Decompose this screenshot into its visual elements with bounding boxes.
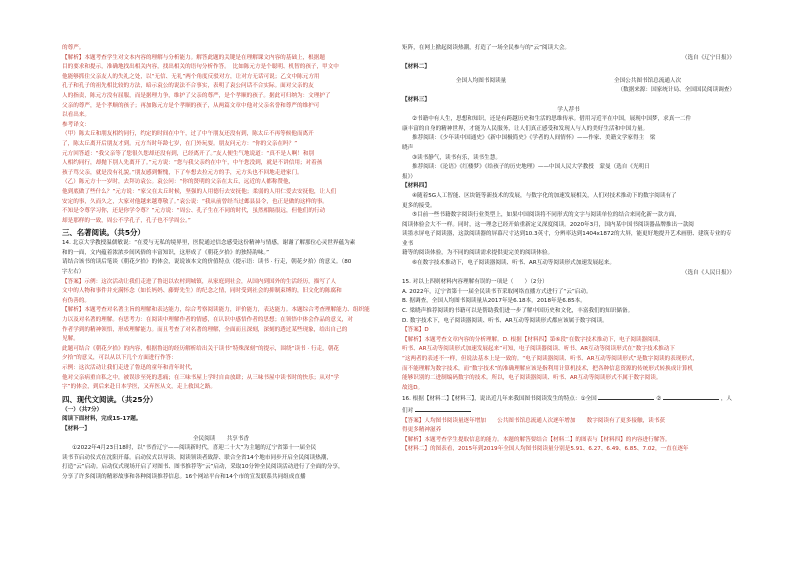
- option-a: A. 2022年，辽宁省第十一届全民读书节采取网络直播方式进行了“云”启动。: [402, 288, 592, 295]
- option-b: B. 据调查，全国人均图书阅读量从2017年是6.18本，2018年是6.85本。: [402, 298, 586, 305]
- translation-text: 安定的事，久而久之，大家对他越来越尊敬了。”袁公说：“我从前曾经当过邺县县令，也正是做的这样的事。: [62, 198, 328, 205]
- analysis-text: 【解析】本题考查学生对文本内容的理解与分析能力。解答此题的关键是在理解课文内容的基础上，根据题: [62, 54, 325, 61]
- question-15: 15. 对以上四则材料内容理解有误的一项是（ ）（2分）: [402, 279, 548, 286]
- analysis-text: 孔子和孔子的祖先相比较的方法，暗示袁公的说法不合事实，表明了袁公问话不合实际。面对父亲的友: [62, 83, 314, 90]
- option-d: D. 数字技术下，电子阅读器阅读、听书、AR互动等阅读形式都应该属于数字阅读。: [402, 317, 608, 324]
- article-text: 打造“云”启动。启动仪式现场开启了对图书、图书推荐等“云”启动，采取10分钟全民阅读活动进行了全面的分享，: [62, 464, 344, 471]
- analysis-text: ”这两者的表述不一样，但说法基本上是一致的。“电子阅读器阅读、听书、AR互动等阅读形式”是数字阅读的表现形式，: [402, 356, 699, 362]
- left-column: [62, 44, 380, 483]
- translation-text: 人相约同行，却抛下别人先离开了。”元方说：“您与我父亲约在中午，中午您没到，就是不讲信用；对着孩: [62, 160, 323, 167]
- material-label-4: 【材料四】: [402, 183, 430, 190]
- answer-blank-1: [598, 393, 654, 400]
- section-heading-4: 四、现代文阅读。（共25分）: [62, 394, 158, 404]
- question-14: 字左右）: [62, 269, 85, 276]
- translation-text: 孩子骂父亲，就是没有礼貌。”朋友感到惭愧，下了车想去拉元方的手，元方头也不回地走进家门。: [62, 169, 303, 176]
- analysis-text: 能够识别的二进制编码数字的技术。所以，电子阅读器阅读、听书、AR互动等阅读形式不属于数字阅读。: [402, 375, 662, 382]
- article-text: 矩阵，在网上掀起阅读热潮，打造了一场全民参与的“云”阅读大会。: [402, 45, 571, 51]
- answer-15: 【答案】D: [402, 327, 429, 334]
- article-text: ⑤目前一些书籍数字阅读行业类型上，如果中国阅读将不同形式的文字与阅读单位的结合来同化新一款方面，: [412, 212, 680, 219]
- answer-16: 得更多精神滋养: [402, 427, 442, 434]
- analysis-text: 【解析】本题考查学生提取信息的能力。本题的解答要结合【材料二】的图表与【材料四】的内容进行解答。: [402, 436, 671, 443]
- option-c: C. 梁晓声推荐阅读的书籍可以是帮助我们进一步了解中国历史和文化，丰富我们的知识储备。: [402, 308, 634, 315]
- answer-text: 有伪善的。: [62, 297, 90, 304]
- source-note: （选自《辽宁日报》）: [681, 54, 735, 61]
- analysis-text: 【解析】本题考查文章内容的分析理解。D. 根据【材料四】第⑥段“在数字技术推动下，电子阅读器阅读、: [402, 336, 664, 343]
- translation-heading: 参考译文：: [62, 121, 90, 128]
- analysis-text: 而不能理解为数字技术，而“数字技术”的准确理解应该是指利用计算机技术，把各种信息资源的传统形式转换成计算机: [402, 365, 694, 372]
- translation-text: 他到底做了些什么？”元方说：“家父在太丘时候，坚强的人用德行去安抚他；柔弱的人用仁爱去安抚他，让人们: [62, 188, 337, 195]
- answer-text: 文中的人物和事件并充满怀念（如长妈妈、藤野先生）的纪念之情，同时受到社会的抑制束缚的，旧文化的陈腐和: [62, 288, 342, 295]
- question-16-text: 16. 根据【材料二】【材料三】，说出近几年来我国图书阅读发生的特点：①全国: [402, 396, 597, 403]
- translation-text: （甲）陈太丘和朋友相约同行，约定的时间在中午，过了中午朋友还没有到，陈太丘不再等候他而离开: [62, 131, 314, 138]
- question-16-text: ②: [656, 396, 662, 403]
- analysis-text: 作者学到的精神领悟，形成理解能力。而且考查了对名著的理解，全面而且深刻，深刻的透过某些现象，给出自己的: [62, 326, 348, 333]
- analysis-text: 夕拾”的意义，可以从以下几个方面进行作答：: [62, 355, 177, 362]
- article-text: 推荐阅读：《论语》《红楼梦》《给孩子的历史地理》——中国人民大学教授 蒙曼（选自《光明日: [412, 164, 650, 171]
- analysis-text: 故选D。: [402, 384, 424, 391]
- article-title: 全民阅读 共享书香: [193, 435, 249, 442]
- answer-blank-3: [415, 405, 471, 412]
- question-16-text: ，人们对: [402, 396, 733, 414]
- article-text: 籍等的阅读体验，为不同的阅读需求提供更完美的阅读体验。: [402, 250, 554, 257]
- article-text: 更多的接受。: [402, 202, 436, 209]
- analysis-text: 字”的体会，到后来赴日本学医，又弃医从文，走上救国之路。: [62, 384, 216, 391]
- article-text: ②书籍中有人生，思想和知识，还是有跨越历史和生活的思维传承。借用习近平在中国，展现中国梦，求真一二件: [412, 116, 692, 123]
- material-label-1: 【材料一】: [62, 425, 90, 432]
- article-text: ①2022年4月23日18时，以“书香辽宁——阅读新时代，喜迎二十大”为主题的辽宁省第十一届全民: [72, 445, 317, 452]
- answer-blank-2: [663, 393, 719, 400]
- reading-instruction: 阅读下面材料，完成15-17题。: [62, 416, 142, 423]
- answer-text: 【答案】示例：这次活动让我们走进了鲁迅以农村到城镇，从家庭到社会，从国内到国外的生活经历，描写了人: [62, 278, 337, 285]
- question-14: 请结合该书的读后笔谈《朝花夕拾》的体会，说说该本文的价值特点（提示语：读书 · 行走，朝花夕拾）的意义。（80: [62, 259, 352, 266]
- article-text: ④随着5G人工智能、区块链等新技术的发展，与数字化的加速发展相关，人们对技术推动下的数字阅读有了: [412, 192, 677, 199]
- analysis-text: 此题可结合《朝花夕拾》的内容，根据鲁迅的经历解析给出关于读书“特殊深刻”的提示，围绕“读书 · 行走，朝花: [62, 345, 339, 352]
- translation-text: （乙）陈元方十一岁时，去拜访袁公。袁公问：“你的贤明的父亲在太丘，远近的人都称赞他，: [62, 179, 295, 186]
- analysis-text: 父亲的尊严，是个孝顺的孩子；再加陈元方是个孝顺的孩子，从两篇文章中他对父亲名誉和尊严的维护可: [62, 102, 320, 109]
- material-label-2: 【材料二】: [402, 64, 430, 71]
- article-text: 阅读体验会大不一样。同时，这一理念已经开始重新定义深度阅读。2020年3月，国内某中国书阅读器品牌推出一款阅: [402, 221, 694, 228]
- translation-text: 却是那样的一致，周公不学孔子，孔子也不学周公。”: [62, 217, 191, 224]
- question-16: [402, 393, 735, 416]
- analysis-text: 【材料二】的图表看，2015年到2019年全国人均图书阅读量分别是5.91、6.27、6.49、6.85、7.02，一直在逐年: [402, 446, 689, 453]
- analysis-text: 他对父亲病重自私之中，被误诊至死的悲痛；在三味书屋上学时自由放肆；从三味书屋中读书时的快乐；从对“学: [62, 374, 339, 381]
- article-text: 康丰富的自身的精神世界，才能为人民服务，让人们真正感受和发现人与人的美好生活和中国力量。: [402, 125, 649, 132]
- analysis-text: 力以及对名著的理解。有思考力：在阅读中理解作者的情感，在认识中感悟作者的思想；在领悟中体会作品的意义，对: [62, 317, 353, 324]
- analysis-text: 目的要求和提示，准确地找出相关内容，找出相关的语句分析作答。 比如陈元方是个聪明、机智的孩子，甲文中: [62, 64, 339, 71]
- analysis-text: 听书、AR互动等阅读形式加速发展起来”可知，电子阅读器阅读、听书、AR互动等阅读形式在“数字技术推动下: [402, 346, 675, 353]
- article-text: 读墨水屏电子阅读器，这款阅读器的屏幕尺寸达到10.3英寸，分辨率达到1404x1872的大屏，能更好地提升艺术画册、建筑专业的专业书: [402, 231, 732, 247]
- article-text: 晓声: [402, 144, 414, 151]
- article-text: 报》）: [402, 173, 416, 180]
- analysis-text: 示例：这次活动让我们走进了鲁迅的童年和青年时代，: [62, 365, 197, 371]
- answer-16: 【答案】人均图书阅读量逐年增加 公共图书馆总流通人次逐年增加 数字阅读有了更多接触，读书获: [402, 417, 665, 424]
- material-label-3: 【材料三】: [402, 96, 430, 103]
- article-text: ⑥在数字技术推动下，电子阅读器阅读、听书、AR互动等阅读形式加速发展起来。: [412, 260, 615, 267]
- article-text: 分享了许多阅读的精彩故事和各种阅读推荐信息。16个网站平台和14个市的宣发联系共同组成直播: [62, 473, 306, 480]
- analysis-text: 【解析】本题考查对名著主旨的理解和表达能力，综合考察阅读能力，评价能力，表达能力。本题综合考查理解能力、组织能: [62, 307, 370, 314]
- translation-text: 不知是令尊学习你，还是你学令尊？”元方说：“周公、孔子生在不同的时代，虽然相隔很远，但他们的行动: [62, 208, 326, 215]
- source-note: （选自《人民日报》）: [681, 269, 735, 276]
- figure-source: （数据来源：国家统计局、全国国民阅读调查）: [617, 87, 735, 94]
- figure-captions: [402, 77, 735, 87]
- answer-text: 的尊严。: [62, 45, 85, 51]
- article-text: ③读书静气，读书有乐，读书生慧。: [412, 154, 501, 161]
- article-text: 推荐阅读：《少年读中国通史》《新中国极简史》《学者的人间情怀》——作家、美籍文学家得主 梁: [412, 135, 656, 142]
- recommend-title: 学人荐书: [557, 106, 580, 113]
- question-14: 14. 北京大学教授温儒敏说：“在爱与无私的境界里，医院通过信念感受这份精神与情感，谢谢了解那位心灵世界蕴为素: [62, 240, 356, 247]
- figure-caption-library: 全国公共图书馆总流通人次: [613, 77, 682, 84]
- subsection-heading: （一）（共7分）: [62, 406, 103, 413]
- section-heading-3: 三、名著阅读。（共5分）: [62, 228, 145, 238]
- article-text: 读书节启动仪式在沈阳开幕。启动仪式以导读、阅读领读者致辞、联合全省14个地市同步开启全民阅读热潮，: [62, 454, 333, 461]
- right-column: [402, 44, 735, 455]
- translation-text: 了，陈太丘离开后朋友才到。元方当时年龄七岁，在门外玩耍。朋友问元方：“你的父亲在吗？”: [62, 140, 298, 147]
- analysis-text: 人的指责，陈元方没有屈服，而是据理力争，维护了父亲的尊严，是个孝顺的孩子。据此可归纳为：文理护了: [62, 92, 331, 99]
- analysis-text: 以看出来。: [62, 112, 90, 119]
- analysis-text: 他能够抓住父亲友人的失礼之处，以“无信、无礼”两个角度反驳对方，让对方无话可说；乙文中陈元方用: [62, 73, 320, 80]
- analysis-text: 见解。: [62, 336, 79, 343]
- translation-text: 元方回答道：“我父亲等了您很久您却还没有到，已经离开了。”友人便生气地说道：“真不是人啊！和别: [62, 150, 315, 157]
- figure-caption-reading: 全国人均图书阅读量: [455, 77, 507, 84]
- question-14: 和的一面，文内蕴着浓浓乡间风俗的丰富知识，这形成了《朝花夕拾》的独特韵味。”: [62, 249, 270, 256]
